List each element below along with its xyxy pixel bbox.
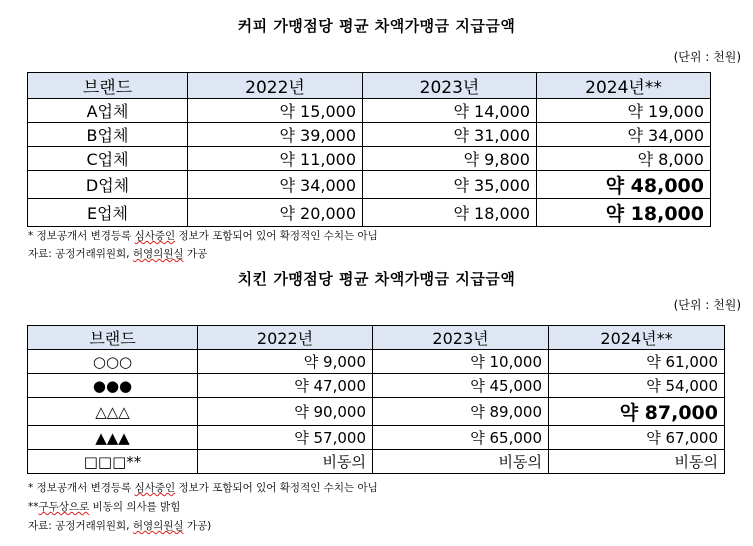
table-row xyxy=(28,199,711,227)
highlight-value-cell: 약 87,000 xyxy=(549,398,725,426)
footnote-text: * 정보공개서 변경등록 xyxy=(28,230,135,242)
value-cell: 약 14,000 xyxy=(363,99,537,123)
source-text: 자료: 공정거래위원회, xyxy=(28,520,133,532)
value-cell: 비동의 xyxy=(549,450,725,474)
header-brand: 브랜드 xyxy=(28,326,198,350)
value-cell: 약 57,000 xyxy=(198,426,373,450)
table-row xyxy=(28,450,725,474)
header-2024: 2024년** xyxy=(549,326,725,350)
header-2023: 2023년 xyxy=(373,326,549,350)
highlight-value-cell: 약 18,000 xyxy=(537,199,711,227)
brand-cell: ●●● xyxy=(28,374,198,398)
brand-cell: ▲▲▲ xyxy=(28,426,198,450)
coffee-header-row xyxy=(28,73,711,99)
coffee-source xyxy=(28,246,207,261)
value-cell: 약 15,000 xyxy=(188,99,363,123)
header-2024: 2024년** xyxy=(537,73,711,99)
footnote-underlined-text: 심사중인 xyxy=(134,230,176,242)
value-cell: 약 67,000 xyxy=(549,426,725,450)
brand-cell: △△△ xyxy=(28,398,198,426)
brand-cell: E업체 xyxy=(28,199,188,227)
source-underlined-text: 허영의원실 xyxy=(132,248,184,260)
value-cell: 비동의 xyxy=(373,450,549,474)
table-row xyxy=(28,398,725,426)
coffee-unit-label: (단위 : 천원) xyxy=(673,50,741,64)
value-cell: 약 65,000 xyxy=(373,426,549,450)
coffee-table xyxy=(27,72,711,227)
value-cell: 약 39,000 xyxy=(188,123,363,147)
chicken-footnote-2 xyxy=(28,499,180,514)
value-cell: 약 20,000 xyxy=(188,199,363,227)
brand-cell: ○○○ xyxy=(28,350,198,374)
value-cell: 약 10,000 xyxy=(373,350,549,374)
chicken-title: 치킨 가맹점당 평균 차액가맹금 지급금액 xyxy=(237,270,516,288)
brand-cell: □□□** xyxy=(28,450,198,474)
value-cell: 약 31,000 xyxy=(363,123,537,147)
value-cell: 약 19,000 xyxy=(537,99,711,123)
brand-cell: A업체 xyxy=(28,99,188,123)
table-row xyxy=(28,374,725,398)
value-cell: 약 8,000 xyxy=(537,147,711,171)
table-row xyxy=(28,350,725,374)
table-row xyxy=(28,147,711,171)
chicken-header-row xyxy=(28,326,725,350)
value-cell: 약 35,000 xyxy=(363,171,537,199)
source-underlined-text: 허영의원실 xyxy=(132,520,184,532)
footnote-text: 정보가 포함되어 있어 확정적인 수치는 아님 xyxy=(175,482,378,494)
value-cell: 비동의 xyxy=(198,450,373,474)
chicken-source xyxy=(28,518,211,533)
value-cell: 약 61,000 xyxy=(549,350,725,374)
footnote-text: 정보가 포함되어 있어 확정적인 수치는 아님 xyxy=(175,230,378,242)
value-cell: 약 11,000 xyxy=(188,147,363,171)
chicken-footnote xyxy=(28,480,378,495)
chicken-table xyxy=(27,325,725,474)
header-2022: 2022년 xyxy=(198,326,373,350)
value-cell: 약 34,000 xyxy=(188,171,363,199)
value-cell: 약 45,000 xyxy=(373,374,549,398)
brand-cell: B업체 xyxy=(28,123,188,147)
chicken-unit-label: (단위 : 천원) xyxy=(673,298,741,312)
table-row xyxy=(28,171,711,199)
table-row xyxy=(28,426,725,450)
value-cell: 약 47,000 xyxy=(198,374,373,398)
footnote-text: * 정보공개서 변경등록 xyxy=(28,482,135,494)
value-cell: 약 9,000 xyxy=(198,350,373,374)
source-text: 가공) xyxy=(183,520,212,532)
table-row xyxy=(28,99,711,123)
value-cell: 약 54,000 xyxy=(549,374,725,398)
value-cell: 약 9,800 xyxy=(363,147,537,171)
value-cell: 약 89,000 xyxy=(373,398,549,426)
footnote-text: 비동의 의사를 밝힘 xyxy=(89,501,181,513)
source-text: 자료: 공정거래위원회, xyxy=(28,248,133,260)
coffee-title: 커피 가맹점당 평균 차액가맹금 지급금액 xyxy=(237,17,516,35)
header-brand: 브랜드 xyxy=(28,73,188,99)
coffee-footnote xyxy=(28,228,378,243)
value-cell: 약 18,000 xyxy=(363,199,537,227)
footnote-text: ** xyxy=(28,501,39,513)
brand-cell: D업체 xyxy=(28,171,188,199)
table-row xyxy=(28,123,711,147)
value-cell: 약 90,000 xyxy=(198,398,373,426)
footnote-underlined-text: 심사중인 xyxy=(134,482,176,494)
header-2022: 2022년 xyxy=(188,73,363,99)
source-text: 가공 xyxy=(183,248,208,260)
brand-cell: C업체 xyxy=(28,147,188,171)
header-2023: 2023년 xyxy=(363,73,537,99)
value-cell: 약 34,000 xyxy=(537,123,711,147)
footnote-underlined-text: 구두상으로 xyxy=(38,501,90,513)
highlight-value-cell: 약 48,000 xyxy=(537,171,711,199)
